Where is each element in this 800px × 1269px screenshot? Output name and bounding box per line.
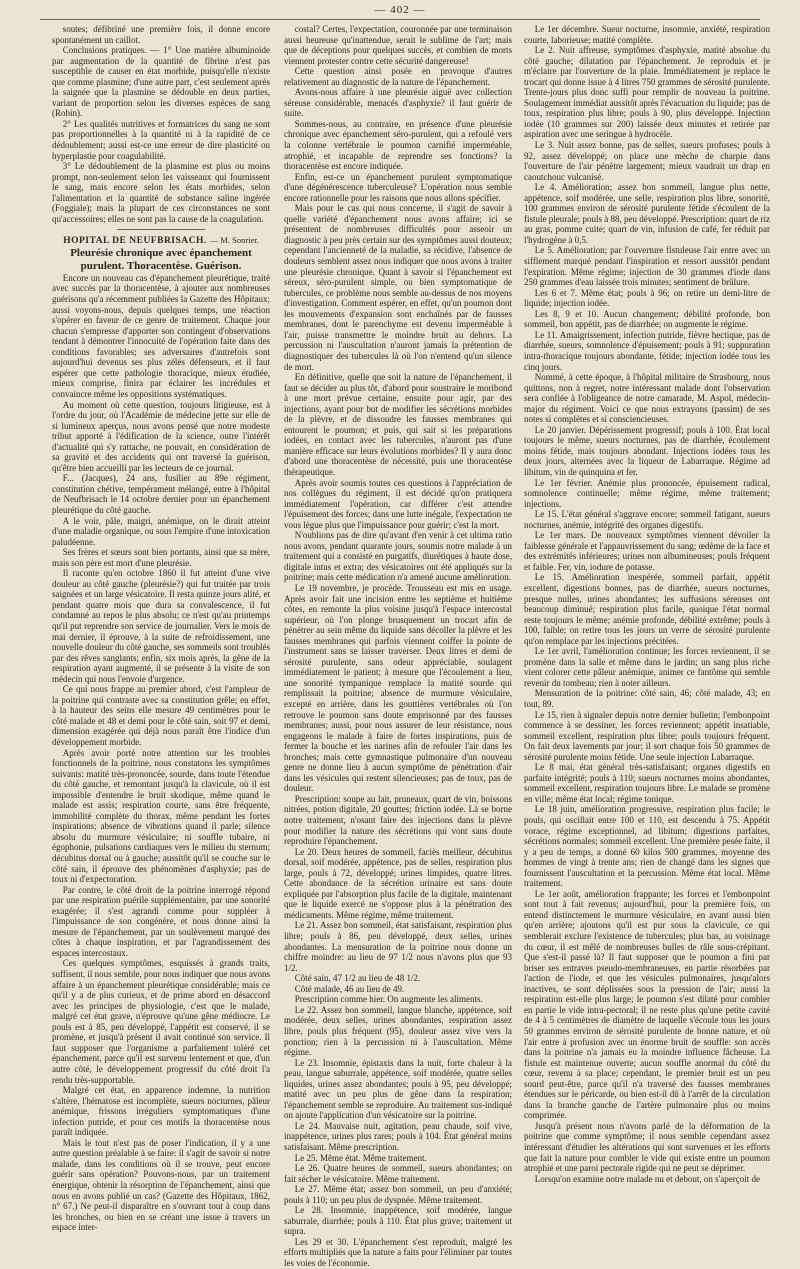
paragraph: 3° Le dédoublement de la plasmine est plus ou moins prompt, non-seulement selon les vaisseaux qui fournissent le sang, mais encore selon les états morbides, selon l'alimentation et la quantité de substance saline ingérée (Foggiale); mais la plupart de ces circonstances ne sont qu'accessoires; elles ne sont pas la cause de la coagulation. bbox=[52, 161, 270, 224]
paragraph: Le 26. Quatre heures de sommeil, sueurs abondantes; on fait sécher le vésicatoire. Même traitement. bbox=[284, 1163, 512, 1184]
paragraph: En définitive, quelle que soit la nature de l'épanchement, il faut se décider au plus tôt, d'abord pour soustraire le moribond à une mort prévue certaine, ensuite pour agir, par des injections, ayant pour but de modifier les sécrétions morbides de la plèvre, et de dissoudre les fausses membranes qui entourent le poumon; et puis, qui sait si les préparations iodées, en contact avec les tubercules, n'auront pas d'une manière efficace sur leurs évolutions morbides? Il y aura donc d'abord une thoracentèse de nécessité, puis une thoracentèse thérapeutique. bbox=[284, 372, 512, 477]
paragraph: Le 28. Insomnie, inappétence, soif modérée, langue saburrale, diarrhée; pouls à 110. État plus grave; traitement ut supra. bbox=[284, 1205, 512, 1237]
paragraph: Le 22. Assez bon sommeil, langue blanche, appétence, soif modérée, deux selles, urines abondantes, respiration assez libre, pouls plus fréquent (95), douleur assez vive vers la ponction; rien à la percussion ni à l'auscultation. Même régime. bbox=[284, 1004, 512, 1058]
paragraph: Nommé, à cette époque, à l'hôpital militaire de Strasbourg, nous quittons, non à regret, notre intéressant malade dont l'observation sera confiée à l'obligeance de notre camarade, M. Aspol, médecin-major du régiment. Voici ce que nous extrayons (passim) de ses notes si complètes et si consciencieuses. bbox=[524, 372, 770, 425]
paragraph: F... (Jacques), 24 ans, fusilier au 89e régiment, constitution chétive, tempérament mélangé, entre à l'hôpital de Neufbrisach le 14 octobre dernier pour un épanchement pleurétique du côté gauche. bbox=[52, 473, 270, 515]
paragraph: Le 15. L'état général s'aggrave encore; sommeil fatigant, sueurs nocturnes, anémie, intégrité des organes digestifs. bbox=[524, 509, 770, 530]
paragraph: Sommes-nous, au contraire, en présence d'une pleurésie chronique avec épanchement séro-purulent, qui a refoulé vers la colonne vertébrale le poumon carnifié imperméable, atrophié, et incapable de reprendre ses fonctions? la thoracentèse est encore indiquée. bbox=[284, 118, 512, 172]
paragraph: Lorsqu'on examine notre malade nu et debout, on s'aperçoit de bbox=[534, 1173, 760, 1184]
case-title: Pleurésie chronique avec épanchement purulent. Thoracentèse. Guérison. bbox=[70, 246, 252, 272]
article-separator bbox=[117, 229, 204, 230]
paragraph: Enfin, est-ce un épanchement purulent symptomatique d'une dégénérescence tuberculeuse? L'opération nous semble encore rationnelle pour les raisons que nous allons spécifier. bbox=[284, 171, 512, 203]
paragraph: Par contre, le côté droit de la poitrine interrogé répond par une respiration puérile supplémentaire, par une sonorité exagérée; il s'est agrandi comme pour suppléer à l'impuissance de son congénère, et nous donne ainsi la mesure de l'épanchement, par un soulèvement marqué des côtes à chaque inspiration, et par l'agrandissement des espaces intercostaux. bbox=[52, 884, 270, 958]
paragraph: 2° Les qualités nutritives et formatrices du sang ne sont pas proportionnelles à la quantité ni à la rapidité de ce dédoublement; aussi est-ce une erreur de dire plasticité ou hyperplastie pour coagulabilité. bbox=[52, 118, 270, 161]
paragraph: Les 29 et 30. L'épanchement s'est reproduit, malgré les efforts multipliés que la nature a faits pour l'éliminer par toutes les voies de l'économie. bbox=[284, 1236, 512, 1268]
paragraph: Avons-nous affaire à une pleurésie aiguë avec collection séreuse considérable, menacés d'asphyxie? il faut guérir de suite. bbox=[284, 87, 512, 119]
paragraph: Le 4. Amélioration; assez bon sommeil, langue plus nette, appétence, soif modérée, une selle, respiration plus libre, sonorité, 100 grammes environ de sérosité purulente fétide s'écoulent de la fistule pleurale; pouls à 88, peu développé. Prescription: quart de riz au gras, pomme cuite; quart de vin, infusion de café, fer réduit par l'hydrogène à 0,5. bbox=[524, 182, 770, 245]
paragraph: Ces quelques symptômes, esquissés à grands traits, suffisent, il nous semble, pour nous indiquer que nous avons affaire à un épanchement pleurétique considérable; mais ce qu'il y a de plus curieux, et de prime abord en désaccord avec les principes de physiologie, c'est que le malade, malgré cet état grave, n'éprouve qu'une gêne médiocre. Le pouls est à 85, peu développé, l'appétit est conservé, il se promène, et jusqu'à présent il avait continué son service. Il faut supposer que l'organisme a parfaitement toléré cet épanchement, parce qu'il est survenu lentement et que, d'un autre côté, le développement progressif du côté droit l'a rendu très-supportable. bbox=[52, 958, 270, 1085]
paragraph: A le voir, pâle, maigri, anémique, on le dirait atteint d'une maladie organique, ou sous l'empire d'une intoxication paludéenne. bbox=[52, 515, 270, 547]
paragraph: Au moment où cette question, toujours litigieuse, est à l'ordre du jour, où l'Académie de médecine jette sur elle de si lumineux aperçus, nous avons pensé que notre modeste tribut apporté à l'édification de la science, outre l'intérêt d'actualité qui s'y rattache, ne pouvait, en considération de sa gravité et des accidents qui ont traversé la guérison, qu'être bien accueilli par les lecteurs de ce journal. bbox=[52, 399, 270, 473]
paragraph: Le 2. Nuit affreuse, symptômes d'asphyxie, matité absolue du côté gauche; dilatation par l'épanchement. Je reproduis et je m'éclaire par l'ouverture de la plaie. Immédiatement je replace le trocart qui donne issue à 4 litres 750 grammes de sérosité purulente. Trente-jours plus donc suffi pour remplir de nouveau la poitrine. Soulagement immédiat aussitôt après l'évacuation du liquide; pas de toux, respiration plus libre; pouls à 90, plus développé. Injection iodée (10 grammes sur 200) laissée deux minutes et retirée par aspiration avec une seringue à hydrocèle. bbox=[524, 45, 770, 140]
hospital-heading bbox=[52, 235, 270, 247]
paragraph: soutes; défibriné une première fois, il donne encore spontanément un caillot. bbox=[52, 24, 270, 45]
paragraph: Ses frères et sœurs sont bien portants, ainsi que sa mère, mais son père est mort d'une pleurésie. bbox=[52, 547, 270, 568]
preceding-article-text bbox=[52, 24, 270, 224]
paragraph: Mais pour le cas qui nous concerne, il s'agit de savoir à quelle variété d'épanchement nous avons affaire; ici se présentent de nombreuses difficultés pour asseoir un diagnostic à peu près certain sur des symptômes aussi douteux; cependant l'ancienneté de la maladie, sa récidive, l'absence de douleurs semblent assez nous indiquer que nous avons à traiter une pleurésie chronique. Quant à savoir si l'épanchement est séreux, séro-purulent simple, ou bien symptomatique de tubercules, ce problème nous semble au-dessus de nos moyens d'investigation. Comment espérer, en effet, qu'un poumon dont les mouvements d'expansion sont enchaînés par de fausses membranes, dont le parenchyme est devenu imperméable à l'air, puisse transmettre le moindre bruit au dehors. La percussion ni l'auscultation n'auront jamais la prétention de diagnostiquer des tubercules là où l'on n'entend qu'un silence de mort. bbox=[284, 203, 512, 372]
paragraph: Le 11. Amaigrissement, infection putride, fièvre hectique, pas de diarrhée, sueurs, somnolence d'épuisement; pouls à 91; suppuration intra-thoracique toujours abondante, fétide; injection iodée tous les cinq jours. bbox=[524, 329, 770, 372]
paragraph: Le 5. Amélioration; par l'ouverture fistuleuse l'air entre avec un sifflement marqué pendant l'inspiration et ressort aussitôt pendant l'expiration. Même régime; injection de 30 grammes d'iode dans 250 grammes d'eau laissée trois minutes; sentiment de brûlure. bbox=[524, 245, 770, 288]
paragraph: Cette question ainsi posée en provoque d'autres relativement au diagnostic de la nature de l'épanchement. bbox=[284, 66, 512, 87]
paragraph: Le 20. Deux heures de sommeil, faciès meilleur, décubitus dorsal, soif modérée, appétence, pas de selles, respiration plus large, pouls à 72, développé; urines limpides, quatre litres. Cette abondance de la sécrétion urinaire est sans doute expliquée par l'absorption plus facile de la digitale, maintenant que le liquide exercé ne s'oppose plus à la pénétration des médicaments. Même régime, même traitement. bbox=[284, 846, 512, 920]
paragraph: Le 1er août, amélioration frappante; les forces et l'embonpoint sont tout à fait revenus; aujourd'hui, pour la première fois, on entend distinctement le murmure vésiculaire, en avant aussi bien qu'en arrière; ajoutons qu'il est pur sous la clavicule, ce qui semblerait exclure l'existence de tubercules; plus bas, au voisinage du cœur, il est mêlé de nombreuses bulles de râle sous-crépitant. Que s'est-il passé là? Il faut supposer que le poumon a fini par briser ses entraves pseudo-membraneuses, en partie résorbées par l'action de l'iode, et que les vésicules pulmonaires, jusqu'alors inactives, se sont déplissées sous la pression de l'air; aussi la respiration est-elle plus large; le poumon s'est dilaté pour combler en partie le vide intra-pectoral; il ne reste plus qu'une petite cavité de 4 à 5 centimètres de diamètre de laquelle s'écoule tous les jours 50 grammes environ de sérosité purulente de bonne nature, et où l'air entre à profusion avec un énorme bruit de souffle: son accès dans la poitrine n'a jamais eu la moindre influence fâcheuse. La fistule est maintenue ouverte; aucun souffle anormal du côté du cœur, revenu à sa place; cependant, le premier bruit est un peu sourd peut-être, parce qu'il n'a traversé des fausses membranes étendues sur le péricarde, ou bien est-il dû à l'arrêt de la circulation dans la branche gauche de l'artère pulmonaire plus ou moins comprimée. bbox=[524, 888, 770, 1121]
column-left bbox=[52, 24, 270, 1233]
column-right bbox=[524, 24, 771, 1184]
paragraph: Le 25. Même état. Même traitement. bbox=[294, 1152, 427, 1163]
paragraph: Côté sain, 47 1/2 au lieu de 48 1/2. bbox=[294, 973, 421, 984]
paragraph: Le 15, rien à signaler depuis notre dernier bulletin; l'embonpoint commence à se dessiner, les forces reviennent; appétit insatiable, sommeil excellent, respiration plus libre; pouls toujours fréquent. On fait deux lavements par jour; il sort chaque fois 50 grammes de sérosité purulente moins fétide. Une seule injection Labarraque. bbox=[524, 709, 770, 762]
paragraph: Le 1er avril, l'amélioration continue; les forces reviennent, il se promène dans la salle et même dans le jardin; un sang plus riche vient colorer cette pâleur anémique, animer ce fantôme qui semble revenir du tombeau; rien à noter ailleurs. bbox=[524, 646, 770, 688]
paragraph: Le 8 mai, état général très-satisfaisant; organes digestifs en parfaite intégrité; pouls à 110; sueurs nocturnes moins abondantes, sommeil excellent, respiration toujours libre. Le malade se promène en ville; même état local; régime tonique. bbox=[524, 762, 770, 804]
paragraph: Le 23. Insomnie, épistaxis dans la nuit, forte chaleur à la peau, langue saburrale, appétence, soif modérée, quatre selles liquides, urines assez abondantes; pouls à 95, peu développé; matité avec un peu plus de gêne dans la respiration; l'épanchement semble se reproduire. Au traitement sus-indiqué on ajoute l'application d'un vésicatoire sur la poitrine. bbox=[284, 1057, 512, 1121]
paragraph: Le 1er décembre. Sueur nocturne, insomnie, anxiété, respiration courte, laborieuse; matité complète. bbox=[524, 24, 770, 45]
paragraph: Prescription: soupe au lait, pruneaux, quart de vin, boissons nitrées, potion digitale, 20 gouttes; friction iodée. Là se borne notre traitement, n'osant faire des injections dans la plèvre pour modifier la nature des sécrétions qui vont sans doute reproduire l'épanchement. bbox=[284, 793, 512, 847]
paragraph: Le 24. Mauvaise nuit, agitation, peau chaude, soif vive, inappétence, urines plus rares; pouls à 104. État général moins satisfaisant. Même prescription. bbox=[284, 1120, 512, 1152]
paragraph: Le 18 juin, amélioration progressive, respiration plus facile; le pouls, qui oscillait entre 100 et 110, est descendu à 75. Appétit vorace, régime exceptionnel, ad libitum; digestions parfaites, sécrétions normales; sommeil excellent. Une première pesée faite, il y a peu de temps, a donné 60 kilos 500 grammes, moyenne des hommes de vingt à trente ans; rien de changé dans les signes que fournissent l'auscultation et la percussion. Même état local. Même traitement. bbox=[524, 804, 770, 889]
hospital-name: HOPITAL DE NEUFBRISACH. bbox=[63, 236, 207, 247]
paragraph: Prescription comme hier. On augmente les aliments. bbox=[294, 994, 483, 1005]
paragraph: Les 6 et 7. Même état; pouls à 96; on retire un demi-litre de liquide; injection iodée. bbox=[524, 287, 770, 309]
paragraph: Côté malade, 46 au lieu de 49. bbox=[294, 983, 405, 994]
paragraph: Ce qui nous frappe au premier abord, c'est l'ampleur de la poitrine qui contraste avec sa constitution grêle; en effet, à la hauteur des seins elle mesure 49 centimètres pour le côté malade et 48 et demi pour le côté sain, soit 97 et demi, dimension exagérée qui déjà nous paraît être l'indice d'un développement morbide. bbox=[52, 684, 270, 747]
paragraph: Encore un nouveau cas d'épanchement pleurétique, traité avec succès par la thoracentèse, à ajouter aux nombreuses guérisons qu'a récemment publiées la Gazette des Hôpitaux; aussi voyons-nous, depuis quelques temps, une réaction s'opérer en faveur de ce genre de traitement. Chaque jour chacun s'empresse d'apporter son contingent d'observations tendant à démontrer l'innocuité de l'opération faite dans des conditions favorables; ses adversaires d'autrefois sont aujourd'hui devenus ses plus zélés défenseurs, et il faut espérer que cette pathologie thoracique, mieux étudiée, mieux comprise, finira par éclairer les incrédules et convaincre même les oppositions systématiques. bbox=[52, 272, 270, 399]
paragraph: Le 19 novembre, je procède. Trousseau est mis en usage. Après avoir fait une incision entre les septième et huitième côtes, en remonte la plus voisine jusqu'à l'espace intercostal supérieur, où l'on plonge brusquement un trocart afin de pénétrer au sein même du liquide sans décoller la plèvre et les fausses membranes qui parfois viennent coiffer la pointe de l'instrument sans se laisser traverser. Deux litres et demi de sérosité purulente, sans odeur appréciable, soulagent immédiatement le patient; à mesure que l'écoulement a lieu, une sonorité tympanique remplace la matité sourde qui remplissait la poitrine; absence de murmure vésiculaire, excepté en arrière, dans les gouttières vertébrales où l'on retrouve le poumon sans doute emprisonné par des fausses membranes; aussi, pour nous assurer de leur résistance, nous engageons le malade à faire de fortes inspirations, puis de fermer la bouche et les narines afin de refouler l'air dans les bronches; mais cette gymnastique pulmonaire d'un nouveau genre ne donne lieu à aucun symptôme de pénétration d'air dans les vésicules qui restent silencieuses; pas de toux, pas de douleur. bbox=[284, 582, 512, 794]
paragraph: N'oublions pas de dire qu'avant d'en venir à cet ultima ratio nous avons, pendant quarante jours, soumis notre malade à un traitement qui a consisté en purgatifs, diurétiques à haute dose, digitale intus et extra; des vésicatoires ont été appliqués sur la poitrine; mais cette médication n'a amené aucune amélioration. bbox=[284, 530, 512, 583]
paragraph: Le 1er février. Anémie plus prononcée, épuisement radical, somnolence continuelle; même régime, même traitement; injections. bbox=[524, 477, 770, 509]
paragraph: Le 20 janvier. Dépérissement progressif; pouls à 100. État local toujours le même, sueurs nocturnes, pas de diarrhée, écoulement moins fétide, mais toujours abondant. Injections iodées tous les deux jours, alternées avec la liqueur de Labarraque. Régime ad libitum, vin de quinquina et fer. bbox=[524, 424, 770, 477]
case-report-continued bbox=[284, 24, 512, 1269]
paragraph: Le 1er mars. De nouveaux symptômes viennent dévoiler la faiblesse générale et l'appauvrissement du sang; œdème de la face et des extrémités inférieures; urines non albumineuses; pouls fréquent et faible. Fer, vin, iodure de potasse. bbox=[524, 530, 771, 572]
paragraph: Le 15. Amélioration inespérée, sommeil parfait, appétit excellent, digestions bonnes, pas de diarrhée, sueurs nocturnes, presque nulles, urines abondantes; les suffusions séreuses ont beaucoup diminué; respiration plus facile, quoique l'état normal reste toujours le même; anémie profonde, débilité extrême; pouls à 100, faible; on retire tous les jours un verre de sérosité purulente qu'on remplace par les injections précitées. bbox=[524, 572, 770, 646]
hospital-chief: — M. Sonrier. bbox=[209, 235, 259, 246]
paragraph: Mais le tout n'est pas de poser l'indication, il y a une autre question préalable à se faire: il s'agit de savoir si notre malade, dans les conditions où il se trouve, peut encore guérir sans opération? Pouvons-nous, par un traitement énergique, obtenir la résorption de l'épanchement, ainsi que nous en avons publié un cas? (Gazette des Hôpitaux, 1862, n° 67.) Ne peut-il disparaître en s'ouvrant tout à coup dans les bronches, ou bien en se créant une issue à travers un espace inter- bbox=[52, 1137, 270, 1233]
paragraph: Jusqu'à présent nous n'avons parlé de la déformation de la poitrine que comme symptôme; il nous semble cependant assez intéressant d'étudier les altérations qui sont survenues et les efforts que fait la nature pour combler le vide qui existe entre un poumon atrophié et une paroi pectorale rigide qui ne peut se déprimer. bbox=[524, 1120, 770, 1174]
paragraph: Mensuration de la poitrine: côté sain, 46; côté malade, 43; en tout, 89. bbox=[524, 688, 770, 709]
column-middle bbox=[284, 24, 512, 1268]
case-report-text bbox=[52, 273, 270, 1233]
paragraph: Après avoir porté notre attention sur les troubles fonctionnels de la poitrine, nous constatons les symptômes suivants: matité très-prononcée, sourde, dans toute l'étendue du côté gauche, et remontant jusqu'à la clavicule, où il est impossible d'entendre le bruit skodique, même quand le malade est assis; respiration courte, sans être fréquente, immobilité complète du thorax, même pendant les fortes inspirations; absence de vibrations quand il parle; silence absolu du murmure vésiculaire; ni souffle tubaire, ni égophonie, pulsations cardiaques vers le milieu du sternum; décubitus dorsal ou à gauche; aussitôt qu'il se couche sur le côté sain, il éprouve des phénomènes d'asphyxie; pas de toux ni d'expectoration. bbox=[52, 747, 270, 885]
header-rule bbox=[40, 19, 760, 20]
paragraph: Conclusions pratiques. — 1° Une matière albuminoïde par augmentation de la quantité de fibrine n'est pas susceptible de causer en état morbide, puisqu'elle n'existe que comme plasmine; d'une autre part, c'est seulement après la saignée que la plasmine se dédouble en deux parties, variant de proportion selon les diverses espèces de sang (Robin). bbox=[52, 45, 270, 119]
paragraph: Malgré cet état, en apparence indemne, la nutrition s'altère, l'hématose est incomplète, sueurs nocturnes, pâleur anémique, frissons irréguliers symptomatiques d'une infection putride, et pour ces motifs la thoracentèse nous paraît indiquée. bbox=[52, 1085, 270, 1138]
case-report-daily-notes bbox=[524, 24, 770, 1184]
paragraph: Le 27. Même état; assez bon sommeil, un peu d'anxiété; pouls à 110; un peu plus de dyspnée. Même traitement. bbox=[284, 1184, 512, 1205]
paragraph: Le 3. Nuit assez bonne, pas de selles, sueurs profuses; pouls à 92, assez développé; on place une mèche de charpie dans l'ouverture de l'air pénètre largement; mieux vaudrait un drap en caoutchouc vulcanisé. bbox=[524, 140, 770, 182]
paragraph: Le 21. Assez bon sommeil, état satisfaisant, respiration plus libre; pouls à 86, peu développé, deux selles, urines abondantes. La mensuration de la poitrine nous donne un chiffre moindre: au lieu de 97 1/2 nous n'avons plus que 93 1/2. bbox=[284, 920, 512, 973]
page-header bbox=[40, 4, 760, 18]
paragraph: Il raconte qu'en octobre 1860 il fut atteint d'une vive douleur au côté gauche (pleurésie?) qui fut traitée par trois saignées et un large vésicatoire. Il resta quinze jours alité, et pendant quatre mois que dura sa convalescence, il fut condamné au repos le plus absolu; ce n'est qu'au printemps qu'il put reprendre son service de journalier. Vers le mois de mai dernier, il éprouve, à la suite de refroidissement, une nouvelle douleur du côté gauche, ses sommeils sont troublés par des rêves sanglants; enfin, six mois après, la gêne de la respiration ayant augmenté, il se présente à la visite de son médecin qui nous l'envoie d'urgence. bbox=[52, 568, 270, 684]
page-number: — 402 — bbox=[374, 4, 426, 16]
paragraph: Les 8, 9 et 10. Aucun changement; débilité profonde, bon sommeil, bon appétit, pas de diarrhée; on augmente le régime. bbox=[524, 308, 770, 330]
paragraph: costal? Certes, l'expectation, couronnée par une terminaison aussi heureuse qu'inattendue, serait le sublime de l'art; mais que de déceptions pour quelques succès, et combien de morts viennent protester contre cette sécurité dangereuse! bbox=[284, 24, 512, 66]
paragraph: Après avoir soumis toutes ces questions à l'appréciation de nos collègues du régiment, il est décidé qu'on pratiquera immédiatement l'opération, car différer c'est attendre l'épuisement des forces; dans une lutte inégale, l'expectation ne vous lègue plus que l'impuissance pour guérir; c'est la mort. bbox=[284, 477, 512, 530]
